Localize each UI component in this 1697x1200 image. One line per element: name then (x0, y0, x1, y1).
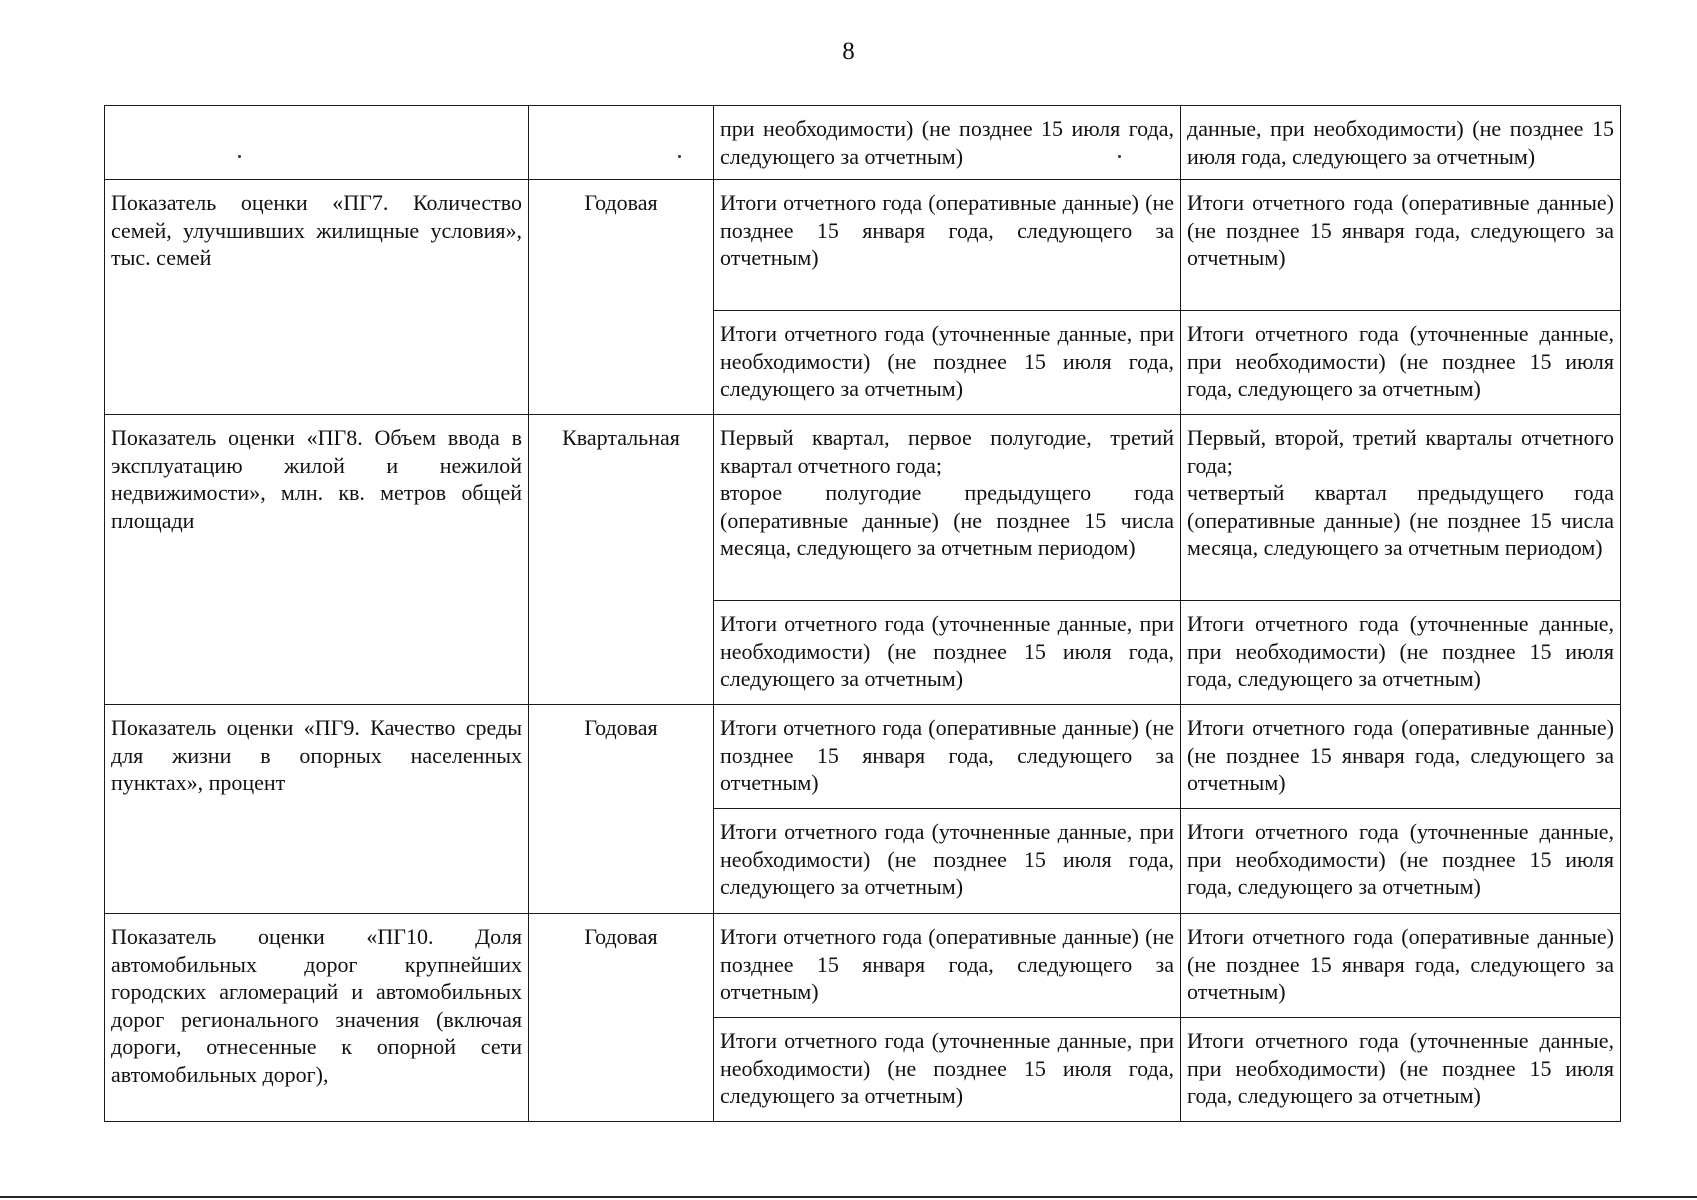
deadline-text: Итоги отчетного года (оперативные данные) (не позднее 15 января года, следующего за отчетным) (1187, 190, 1614, 270)
table-row (105, 180, 1621, 311)
frequency-cell: Годовая (529, 180, 714, 415)
indicator-cell: Показатель оценки «ПГ8. Объем ввода в эксплуатацию жилой и нежилой недвижимости», млн. кв. метров общей площади (105, 415, 529, 705)
deadline-text: при необходимости) (не позднее 15 июля года, следующего за отчетным) (720, 116, 1174, 169)
deadline-text: Итоги отчетного года (уточненные данные, при необходимости) (не позднее 15 июля года, следующего за отчетным) (720, 321, 1174, 401)
scan-speck (1118, 155, 1121, 158)
deadline-text: Итоги отчетного года (уточненные данные, при необходимости) (не позднее 15 июля года, следующего за отчетным) (1187, 321, 1614, 401)
deadline-cell (714, 106, 1181, 180)
indicator-cell (105, 106, 529, 180)
deadline-cell (1181, 180, 1621, 311)
deadline-text: Итоги отчетного года (оперативные данные) (не позднее 15 января года, следующего за отчетным) (1187, 924, 1614, 1004)
deadline-cell (1181, 1018, 1621, 1122)
scan-edge-line (0, 1196, 1697, 1198)
deadline-cell (714, 1018, 1181, 1122)
deadline-cell (1181, 106, 1621, 180)
scan-speck (238, 155, 241, 158)
deadline-cell (1181, 914, 1621, 1018)
indicators-table (104, 105, 1621, 1122)
deadline-cell (1181, 601, 1621, 705)
frequency-cell: Квартальная (529, 415, 714, 705)
deadline-text: Итоги отчетного года (оперативные данные) (не позднее 15 января года, следующего за отчетным) (720, 924, 1174, 1004)
deadline-cell (714, 415, 1181, 601)
frequency-cell (529, 106, 714, 180)
deadline-cell (1181, 809, 1621, 914)
deadline-text: Первый квартал, первое полугодие, третий квартал отчетного года; второе полугодие предыдущего года (оперативные данные) (не позднее 15 числа месяца, следующего за отчетным периодом) (720, 425, 1174, 560)
deadline-cell (1181, 311, 1621, 415)
deadline-text: Итоги отчетного года (уточненные данные, при необходимости) (не позднее 15 июля года, следующего за отчетным) (720, 819, 1174, 899)
frequency-cell: Годовая (529, 705, 714, 914)
deadline-text: Итоги отчетного года (оперативные данные) (не позднее 15 января года, следующего за отчетным) (1187, 715, 1614, 795)
deadline-text: Итоги отчетного года (уточненные данные, при необходимости) (не позднее 15 июля года, следующего за отчетным) (1187, 1028, 1614, 1108)
frequency-cell: Годовая (529, 914, 714, 1122)
table-row (105, 106, 1621, 180)
indicator-cell: Показатель оценки «ПГ10. Доля автомобильных дорог крупнейших городских агломераций и автомобильных дорог регионального значения (включая дороги, отнесенные к опорной сети автомобильных дорог), (105, 914, 529, 1122)
deadline-cell (714, 705, 1181, 809)
deadline-cell (714, 601, 1181, 705)
deadline-text: Итоги отчетного года (оперативные данные) (не позднее 15 января года, следующего за отчетным) (720, 190, 1174, 270)
scan-speck (678, 155, 681, 158)
deadline-text: Итоги отчетного года (уточненные данные, при необходимости) (не позднее 15 июля года, следующего за отчетным) (720, 1028, 1174, 1108)
deadline-text: Итоги отчетного года (уточненные данные, при необходимости) (не позднее 15 июля года, следующего за отчетным) (1187, 819, 1614, 899)
deadline-cell (714, 914, 1181, 1018)
deadline-text: данные, при необходимости) (не позднее 15 июля года, следующего за отчетным) (1187, 116, 1614, 169)
deadline-text: Первый, второй, третий кварталы отчетного года; четвертый квартал предыдущего года (оперативные данные) (не позднее 15 числа месяца, следующего за отчетным периодом) (1187, 425, 1614, 560)
table-row (105, 705, 1621, 809)
deadline-cell (714, 180, 1181, 311)
deadline-cell (1181, 415, 1621, 601)
deadline-text: Итоги отчетного года (уточненные данные, при необходимости) (не позднее 15 июля года, следующего за отчетным) (1187, 611, 1614, 691)
deadline-text: Итоги отчетного года (уточненные данные, при необходимости) (не позднее 15 июля года, следующего за отчетным) (720, 611, 1174, 691)
indicator-cell: Показатель оценки «ПГ9. Качество среды для жизни в опорных населенных пунктах», процент (105, 705, 529, 914)
deadline-cell (714, 809, 1181, 914)
deadline-text: Итоги отчетного года (оперативные данные) (не позднее 15 января года, следующего за отчетным) (720, 715, 1174, 795)
table-row (105, 914, 1621, 1018)
deadline-cell (714, 311, 1181, 415)
table-row (105, 415, 1621, 601)
page-number: 8 (842, 38, 855, 65)
deadline-cell (1181, 705, 1621, 809)
indicator-cell: Показатель оценки «ПГ7. Количество семей, улучшивших жилищные условия», тыс. семей (105, 180, 529, 415)
